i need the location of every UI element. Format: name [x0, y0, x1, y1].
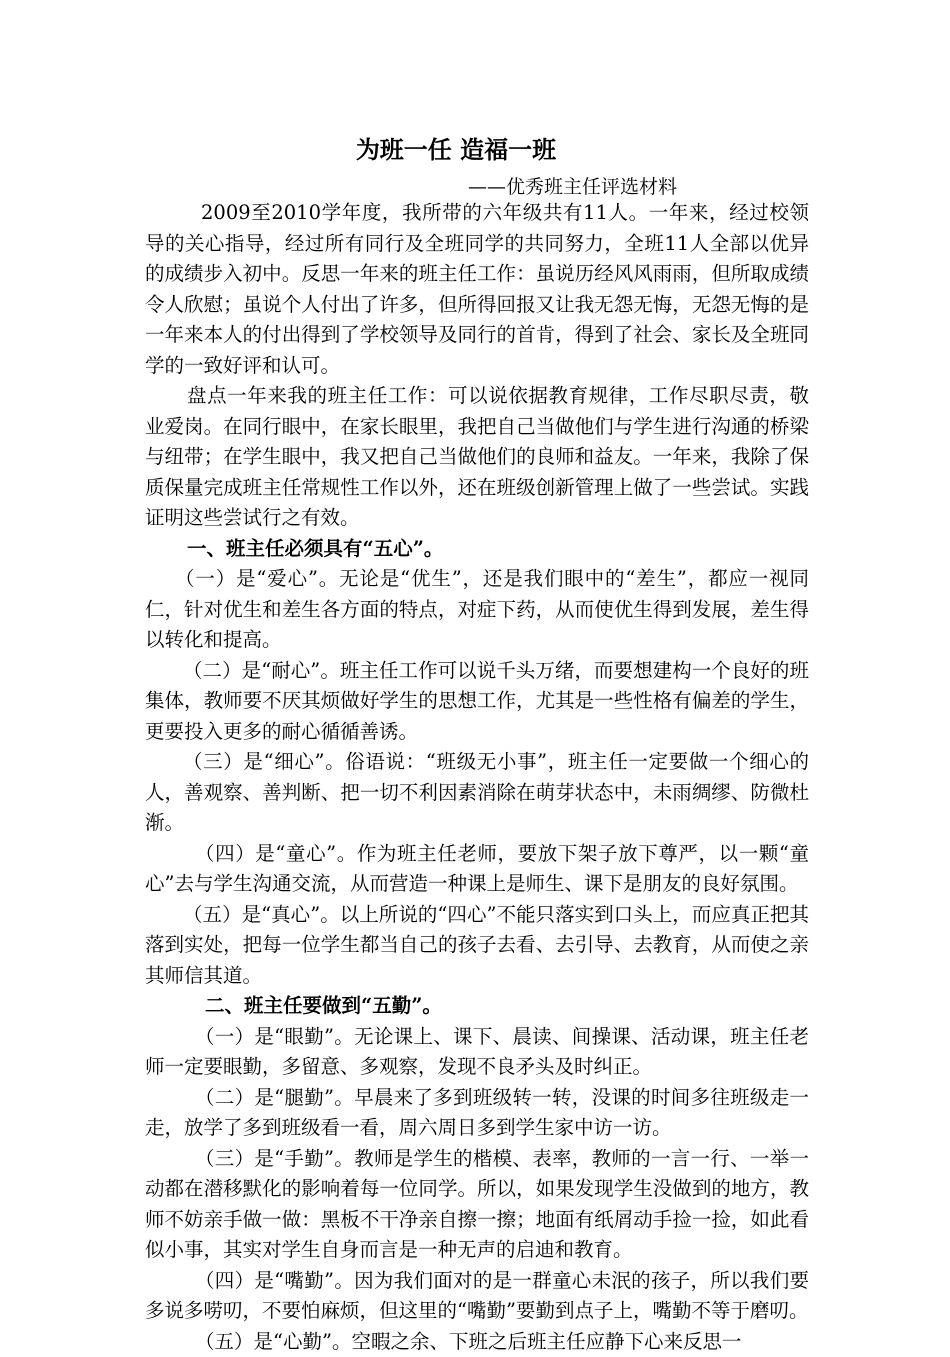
section-heading-five-hearts: 一、班主任必须具有“五心”。 — [145, 534, 809, 565]
paragraph-intro: 2009至2010学年度，我所带的六年级共有11人。一年来，经过校领导的关心指导，经过所有同行及全班同学的共同努力，全班11人全部以优异的成绩步入初中。反思一年来的班主任工作：虽说历经风风雨雨，但所取成绩令人欣慰；虽说个人付出了许多，但所得回报又让我无怨无悔，无怨无悔的是一年来本人的付出得到了学校领导及同行的首肯，得到了社会、家长及全班同学的一致好评和认可。 — [145, 198, 809, 381]
document-title: 为班一任 造福一班 — [0, 134, 912, 166]
document-subtitle: ——优秀班主任评选材料 — [468, 174, 677, 200]
paragraph-hand-diligence: （三）是“手勤”。教师是学生的楷模、表率，教师的一言一行、一举一动都在潜移默化的影响着每一位同学。所以，如果发现学生没做到的地方，教师不妨亲手做一做：黑板不干净亲自擦一擦；地面有纸屑动手捡一捡，如此看似小事，其实对学生自身而言是一种无声的启迪和教育。 — [145, 1144, 809, 1266]
paragraph-mind-diligence: （五）是“心勤”。空暇之余、下班之后班主任应静下心来反思一 — [145, 1327, 809, 1357]
paragraph-patience-heart: （二）是“耐心”。班主任工作可以说千头万绪，而要想建构一个良好的班集体，教师要不厌其烦做好学生的思想工作，尤其是一些性格有偏差的学生，更要投入更多的耐心循循善诱。 — [145, 656, 809, 748]
paragraph-love-heart: （一）是“爱心”。无论是“优生”，还是我们眼中的“差生”，都应一视同仁，针对优生和差生各方面的特点，对症下药，从而使优生得到发展，差生得以转化和提高。 — [145, 564, 809, 656]
paragraph-eye-diligence: （一）是“眼勤”。无论课上、课下、晨读、间操课、活动课，班主任老师一定要眼勤，多留意、多观察，发现不良矛头及时纠正。 — [145, 1022, 809, 1083]
paragraph-childlike-heart: （四）是“童心”。作为班主任老师，要放下架子放下尊严，以一颗“童心”去与学生沟通交流，从而营造一种课上是师生、课下是朋友的良好氛围。 — [145, 839, 809, 900]
paragraph-sincere-heart: （五）是“真心”。以上所说的“四心”不能只落实到口头上，而应真正把其落到实处，把每一位学生都当自己的孩子去看、去引导、去教育，从而使之亲其师信其道。 — [145, 900, 809, 992]
paragraph-careful-heart: （三）是“细心”。俗语说：“班级无小事”，班主任一定要做一个细心的人，善观察、善判断、把一切不利因素消除在萌芽状态中，未雨绸缪、防微杜渐。 — [145, 747, 809, 839]
section-heading-five-diligences: 二、班主任要做到“五勤”。 — [145, 991, 809, 1022]
paragraph-review: 盘点一年来我的班主任工作：可以说依据教育规律，工作尽职尽责，敬业爱岗。在同行眼中，在家长眼里，我把自己当做他们与学生进行沟通的桥梁与纽带；在学生眼中，我又把自己当做他们的良师和益友。一年来，我除了保质保量完成班主任常规性工作以外，还在班级创新管理上做了一些尝试。实践证明这些尝试行之有效。 — [145, 381, 809, 534]
paragraph-mouth-diligence: （四）是“嘴勤”。因为我们面对的是一群童心未泯的孩子，所以我们要多说多唠叨，不要怕麻烦，但这里的“嘴勤”要勤到点子上，嘴勤不等于磨叨。 — [145, 1266, 809, 1327]
paragraph-leg-diligence: （二）是“腿勤”。早晨来了多到班级转一转，没课的时间多往班级走一走，放学了多到班级看一看，周六周日多到学生家中访一访。 — [145, 1083, 809, 1144]
document-body — [145, 198, 809, 1357]
